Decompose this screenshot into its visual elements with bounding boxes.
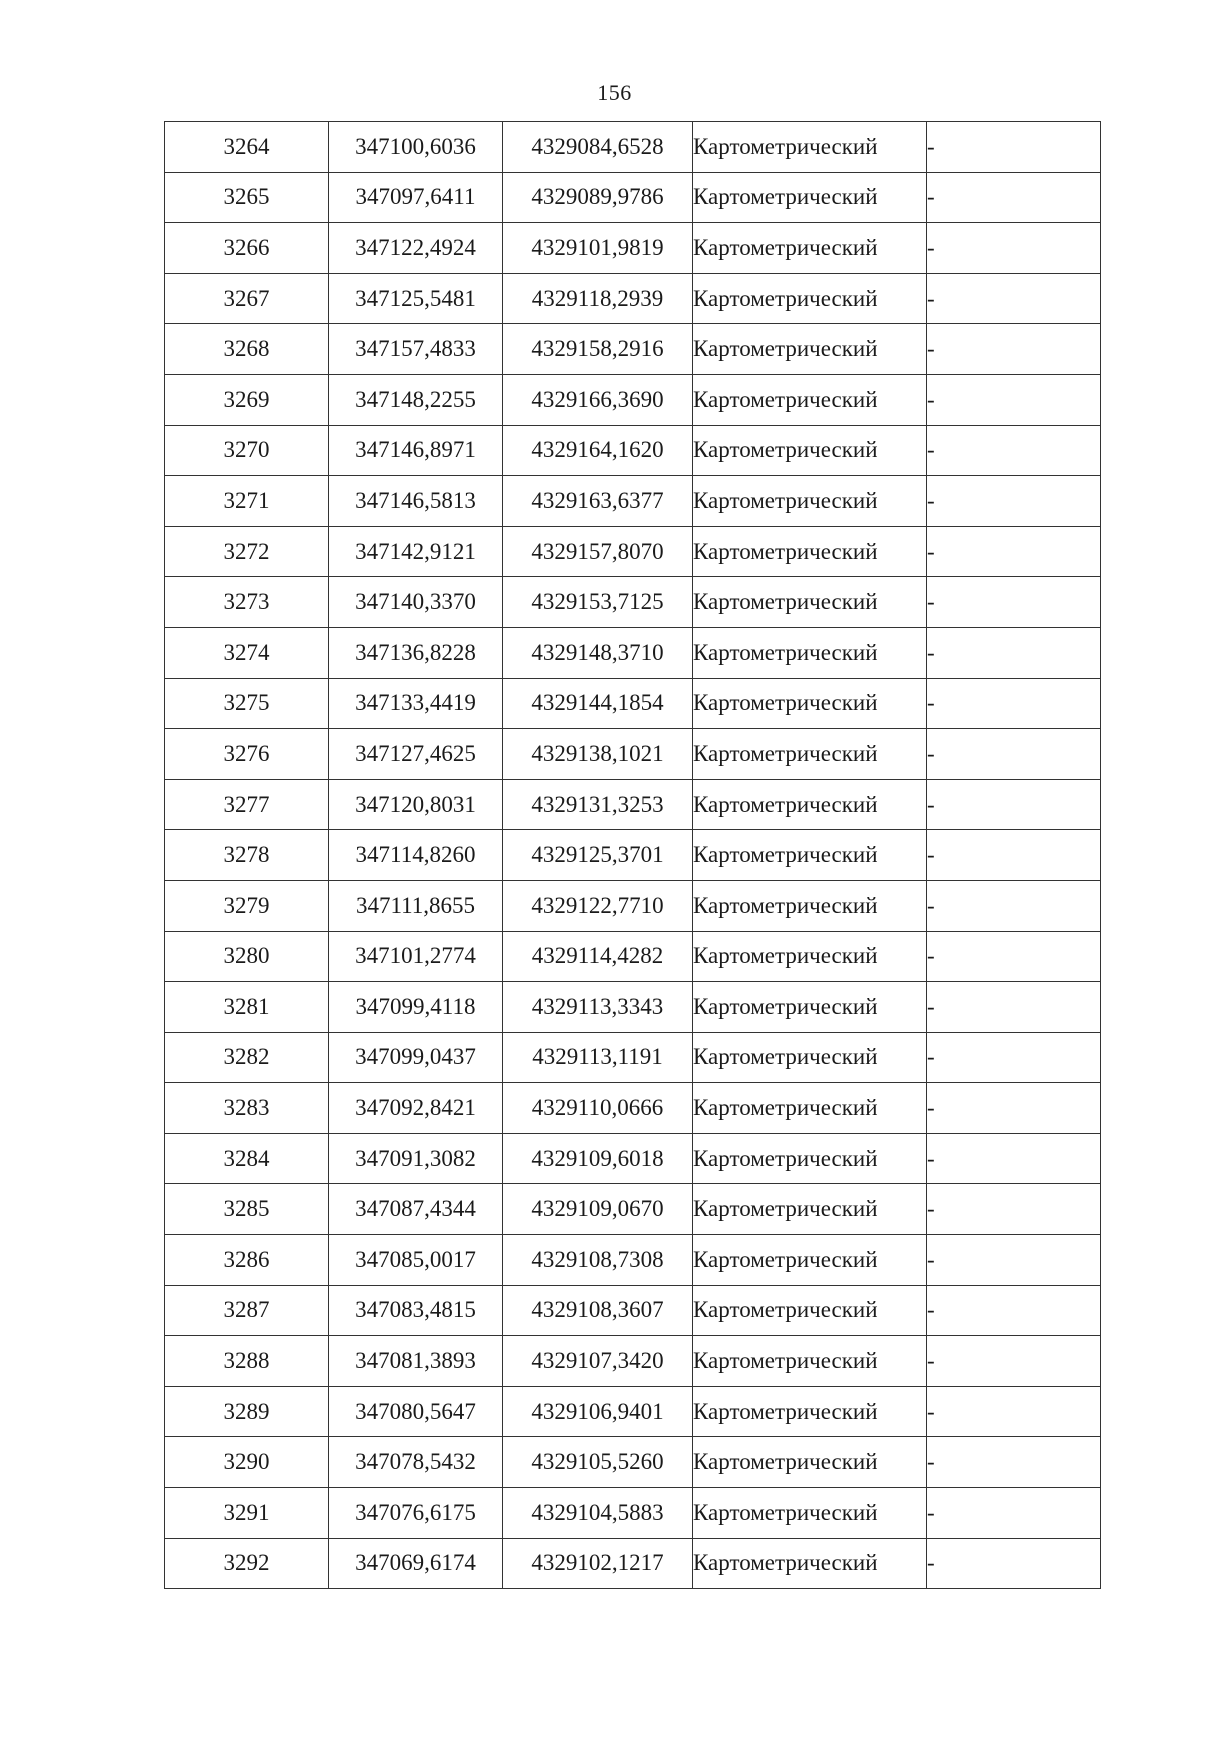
point-number-cell: 3271: [165, 476, 329, 527]
dash-cell: -: [927, 678, 1101, 729]
dash-cell: -: [927, 880, 1101, 931]
dash-cell: -: [927, 1336, 1101, 1387]
table-row: [165, 880, 1101, 931]
x-coordinate-cell: 347080,5647: [329, 1386, 503, 1437]
dash-cell: -: [927, 1538, 1101, 1589]
point-number-cell: 3270: [165, 425, 329, 476]
x-coordinate-cell: 347099,0437: [329, 1032, 503, 1083]
x-coordinate-cell: 347081,3893: [329, 1336, 503, 1387]
table-row: [165, 982, 1101, 1033]
dash-cell: -: [927, 1488, 1101, 1539]
dash-cell: -: [927, 1083, 1101, 1134]
point-number-cell: 3266: [165, 223, 329, 274]
method-cell: Картометрический: [693, 1538, 927, 1589]
method-cell: Картометрический: [693, 526, 927, 577]
table-row: [165, 1488, 1101, 1539]
table-row: [165, 1133, 1101, 1184]
y-coordinate-cell: 4329108,3607: [503, 1285, 693, 1336]
x-coordinate-cell: 347087,4344: [329, 1184, 503, 1235]
x-coordinate-cell: 347120,8031: [329, 779, 503, 830]
y-coordinate-cell: 4329109,0670: [503, 1184, 693, 1235]
x-coordinate-cell: 347148,2255: [329, 374, 503, 425]
point-number-cell: 3273: [165, 577, 329, 628]
point-number-cell: 3292: [165, 1538, 329, 1589]
point-number-cell: 3286: [165, 1235, 329, 1286]
dash-cell: -: [927, 1386, 1101, 1437]
table-row: [165, 172, 1101, 223]
dash-cell: -: [927, 425, 1101, 476]
point-number-cell: 3288: [165, 1336, 329, 1387]
x-coordinate-cell: 347078,5432: [329, 1437, 503, 1488]
x-coordinate-cell: 347127,4625: [329, 729, 503, 780]
table-row: [165, 1386, 1101, 1437]
dash-cell: -: [927, 374, 1101, 425]
x-coordinate-cell: 347136,8228: [329, 627, 503, 678]
method-cell: Картометрический: [693, 1133, 927, 1184]
method-cell: Картометрический: [693, 1437, 927, 1488]
x-coordinate-cell: 347157,4833: [329, 324, 503, 375]
dash-cell: -: [927, 1285, 1101, 1336]
method-cell: Картометрический: [693, 1488, 927, 1539]
y-coordinate-cell: 4329144,1854: [503, 678, 693, 729]
table-row: [165, 476, 1101, 527]
point-number-cell: 3284: [165, 1133, 329, 1184]
table-row: [165, 425, 1101, 476]
table-row: [165, 1285, 1101, 1336]
y-coordinate-cell: 4329131,3253: [503, 779, 693, 830]
x-coordinate-cell: 347091,3082: [329, 1133, 503, 1184]
table-row: [165, 577, 1101, 628]
page-number: 156: [597, 80, 632, 105]
coordinates-table-body: [165, 122, 1101, 1589]
y-coordinate-cell: 4329113,3343: [503, 982, 693, 1033]
x-coordinate-cell: 347111,8655: [329, 880, 503, 931]
dash-cell: -: [927, 627, 1101, 678]
method-cell: Картометрический: [693, 779, 927, 830]
point-number-cell: 3276: [165, 729, 329, 780]
table-row: [165, 1437, 1101, 1488]
method-cell: Картометрический: [693, 1184, 927, 1235]
method-cell: Картометрический: [693, 577, 927, 628]
method-cell: Картометрический: [693, 425, 927, 476]
x-coordinate-cell: 347097,6411: [329, 172, 503, 223]
point-number-cell: 3269: [165, 374, 329, 425]
table-row: [165, 1235, 1101, 1286]
point-number-cell: 3268: [165, 324, 329, 375]
x-coordinate-cell: 347100,6036: [329, 122, 503, 173]
point-number-cell: 3291: [165, 1488, 329, 1539]
table-row: [165, 729, 1101, 780]
x-coordinate-cell: 347140,3370: [329, 577, 503, 628]
point-number-cell: 3283: [165, 1083, 329, 1134]
table-row: [165, 324, 1101, 375]
table-row: [165, 1538, 1101, 1589]
table-row: [165, 223, 1101, 274]
x-coordinate-cell: 347146,5813: [329, 476, 503, 527]
point-number-cell: 3277: [165, 779, 329, 830]
point-number-cell: 3265: [165, 172, 329, 223]
dash-cell: -: [927, 122, 1101, 173]
method-cell: Картометрический: [693, 374, 927, 425]
method-cell: Картометрический: [693, 627, 927, 678]
dash-cell: -: [927, 1032, 1101, 1083]
point-number-cell: 3282: [165, 1032, 329, 1083]
method-cell: Картометрический: [693, 678, 927, 729]
method-cell: Картометрический: [693, 830, 927, 881]
dash-cell: -: [927, 577, 1101, 628]
dash-cell: -: [927, 1235, 1101, 1286]
method-cell: Картометрический: [693, 172, 927, 223]
x-coordinate-cell: 347083,4815: [329, 1285, 503, 1336]
y-coordinate-cell: 4329104,5883: [503, 1488, 693, 1539]
method-cell: Картометрический: [693, 1336, 927, 1387]
y-coordinate-cell: 4329153,7125: [503, 577, 693, 628]
y-coordinate-cell: 4329113,1191: [503, 1032, 693, 1083]
point-number-cell: 3285: [165, 1184, 329, 1235]
method-cell: Картометрический: [693, 324, 927, 375]
method-cell: Картометрический: [693, 931, 927, 982]
dash-cell: -: [927, 830, 1101, 881]
method-cell: Картометрический: [693, 982, 927, 1033]
x-coordinate-cell: 347133,4419: [329, 678, 503, 729]
table-row: [165, 122, 1101, 173]
x-coordinate-cell: 347076,6175: [329, 1488, 503, 1539]
y-coordinate-cell: 4329118,2939: [503, 273, 693, 324]
table-row: [165, 678, 1101, 729]
table-row: [165, 830, 1101, 881]
point-number-cell: 3272: [165, 526, 329, 577]
y-coordinate-cell: 4329110,0666: [503, 1083, 693, 1134]
y-coordinate-cell: 4329089,9786: [503, 172, 693, 223]
table-row: [165, 779, 1101, 830]
dash-cell: -: [927, 223, 1101, 274]
coordinates-table: [164, 121, 1101, 1589]
y-coordinate-cell: 4329166,3690: [503, 374, 693, 425]
method-cell: Картометрический: [693, 122, 927, 173]
x-coordinate-cell: 347146,8971: [329, 425, 503, 476]
point-number-cell: 3264: [165, 122, 329, 173]
y-coordinate-cell: 4329122,7710: [503, 880, 693, 931]
dash-cell: -: [927, 526, 1101, 577]
table-row: [165, 1083, 1101, 1134]
table-row: [165, 1336, 1101, 1387]
point-number-cell: 3280: [165, 931, 329, 982]
dash-cell: -: [927, 1184, 1101, 1235]
dash-cell: -: [927, 476, 1101, 527]
y-coordinate-cell: 4329084,6528: [503, 122, 693, 173]
point-number-cell: 3275: [165, 678, 329, 729]
method-cell: Картометрический: [693, 223, 927, 274]
y-coordinate-cell: 4329164,1620: [503, 425, 693, 476]
point-number-cell: 3287: [165, 1285, 329, 1336]
point-number-cell: 3289: [165, 1386, 329, 1437]
x-coordinate-cell: 347125,5481: [329, 273, 503, 324]
x-coordinate-cell: 347099,4118: [329, 982, 503, 1033]
table-row: [165, 931, 1101, 982]
dash-cell: -: [927, 931, 1101, 982]
y-coordinate-cell: 4329107,3420: [503, 1336, 693, 1387]
point-number-cell: 3279: [165, 880, 329, 931]
method-cell: Картометрический: [693, 1083, 927, 1134]
table-row: [165, 627, 1101, 678]
y-coordinate-cell: 4329106,9401: [503, 1386, 693, 1437]
y-coordinate-cell: 4329105,5260: [503, 1437, 693, 1488]
y-coordinate-cell: 4329158,2916: [503, 324, 693, 375]
point-number-cell: 3281: [165, 982, 329, 1033]
method-cell: Картометрический: [693, 476, 927, 527]
y-coordinate-cell: 4329102,1217: [503, 1538, 693, 1589]
table-row: [165, 273, 1101, 324]
y-coordinate-cell: 4329108,7308: [503, 1235, 693, 1286]
method-cell: Картометрический: [693, 729, 927, 780]
x-coordinate-cell: 347122,4924: [329, 223, 503, 274]
x-coordinate-cell: 347114,8260: [329, 830, 503, 881]
dash-cell: -: [927, 1133, 1101, 1184]
dash-cell: -: [927, 729, 1101, 780]
dash-cell: -: [927, 982, 1101, 1033]
y-coordinate-cell: 4329101,9819: [503, 223, 693, 274]
y-coordinate-cell: 4329138,1021: [503, 729, 693, 780]
x-coordinate-cell: 347092,8421: [329, 1083, 503, 1134]
dash-cell: -: [927, 1437, 1101, 1488]
table-row: [165, 526, 1101, 577]
method-cell: Картометрический: [693, 880, 927, 931]
table-row: [165, 1184, 1101, 1235]
y-coordinate-cell: 4329125,3701: [503, 830, 693, 881]
x-coordinate-cell: 347085,0017: [329, 1235, 503, 1286]
point-number-cell: 3290: [165, 1437, 329, 1488]
dash-cell: -: [927, 172, 1101, 223]
method-cell: Картометрический: [693, 1285, 927, 1336]
y-coordinate-cell: 4329157,8070: [503, 526, 693, 577]
method-cell: Картометрический: [693, 1386, 927, 1437]
x-coordinate-cell: 347101,2774: [329, 931, 503, 982]
dash-cell: -: [927, 324, 1101, 375]
method-cell: Картометрический: [693, 273, 927, 324]
y-coordinate-cell: 4329148,3710: [503, 627, 693, 678]
table-row: [165, 374, 1101, 425]
point-number-cell: 3267: [165, 273, 329, 324]
point-number-cell: 3274: [165, 627, 329, 678]
method-cell: Картометрический: [693, 1235, 927, 1286]
table-row: [165, 1032, 1101, 1083]
x-coordinate-cell: 347142,9121: [329, 526, 503, 577]
point-number-cell: 3278: [165, 830, 329, 881]
y-coordinate-cell: 4329114,4282: [503, 931, 693, 982]
x-coordinate-cell: 347069,6174: [329, 1538, 503, 1589]
y-coordinate-cell: 4329163,6377: [503, 476, 693, 527]
dash-cell: -: [927, 779, 1101, 830]
dash-cell: -: [927, 273, 1101, 324]
y-coordinate-cell: 4329109,6018: [503, 1133, 693, 1184]
method-cell: Картометрический: [693, 1032, 927, 1083]
